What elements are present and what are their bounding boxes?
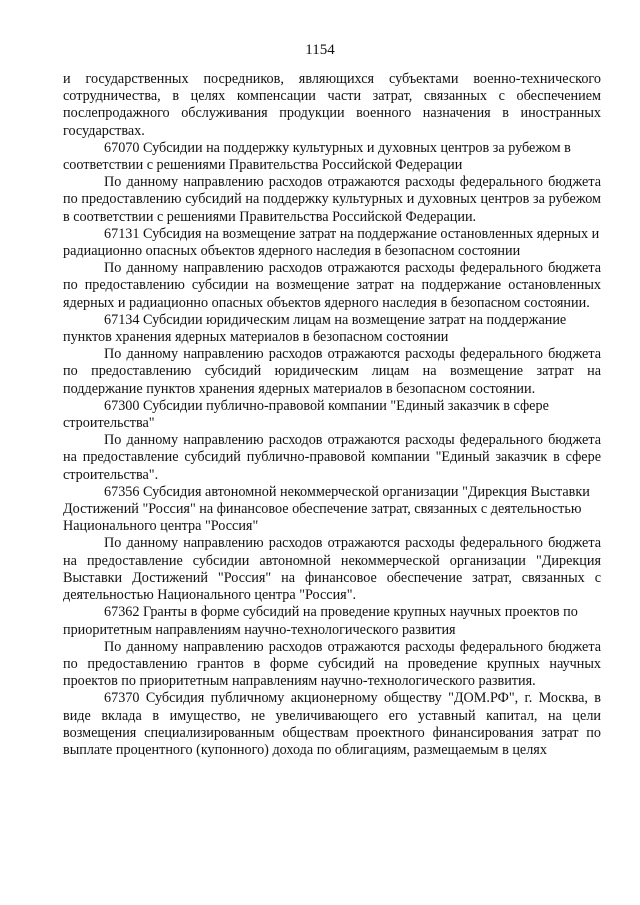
paragraph: 67370 Субсидия публичному акционерному обществу "ДОМ.РФ", г. Москва, в виде вклада в имущество, не увеличивающего его уставный капитал, на цели возмещения специализированным обществам проектного финансирования затрат по выплате процентного (купонного) дохода по облигациям, размещаемым в целях	[63, 690, 601, 758]
paragraph: 67300 Субсидии публично-правовой компании "Единый заказчик в сфере строительства"	[63, 397, 549, 432]
paragraph: По данному направлению расходов отражаются расходы федерального бюджета по предоставлению грантов в форме субсидий на проведение крупных научных проектов по приоритетным направлениям научно-технологического развития.	[63, 638, 601, 690]
paragraph: 67131 Субсидия на возмещение затрат на поддержание остановленных ядерных и радиационно опасных объектов ядерного наследия в безопасном состоянии	[63, 225, 600, 260]
paragraph: По данному направлению расходов отражаются расходы федерального бюджета на предоставление субсидии автономной некоммерческой организации "Дирекция Выставки Достижений "Россия" на финансовое обеспечение затрат, связанных с деятельностью Национального центра "Россия".	[63, 535, 601, 604]
document-body	[63, 71, 601, 759]
paragraph: 67362 Гранты в форме субсидий на проведение крупных научных проектов по приоритетным направлениям научно-технологического развития	[63, 604, 578, 638]
paragraph: По данному направлению расходов отражаются расходы федерального бюджета по предоставлению субсидий юридическим лицам на возмещение затрат на поддержание пунктов хранения ядерных материалов в безопасном состоянии.	[63, 346, 601, 397]
paragraph: По данному направлению расходов отражаются расходы федерального бюджета по предоставлению субсидии на возмещение затрат на поддержание остановленных ядерных и радиационно опасных объектов ядерного наследия в безопасном состоянии.	[63, 260, 601, 311]
paragraph: По данному направлению расходов отражаются расходы федерального бюджета по предоставлению субсидий на поддержку культурных и духовных центров за рубежом в соответствии с решениями Правительства Российской Федерации.	[63, 174, 601, 225]
paragraph: 67134 Субсидии юридическим лицам на возмещение затрат на поддержание пунктов хранения ядерных материалов в безопасном состоянии	[63, 311, 567, 346]
paragraph: 67070 Субсидии на поддержку культурных и духовных центров за рубежом в соответствии с решениями Правительства Российской Федерации	[63, 139, 571, 174]
paragraph: и государственных посредников, являющихся субъектами военно-технического сотрудничества, в целях компенсации части затрат, связанных с обеспечением послепродажного обслуживания продукции военного назначения в иностранных государствах.	[63, 71, 601, 139]
paragraph: 67356 Субсидия автономной некоммерческой организации "Дирекция Выставки Достижений "Россия" на финансовое обеспечение затрат, связанных с деятельностью Национального центра "Россия"	[63, 483, 590, 535]
page-number: 1154	[305, 42, 335, 58]
paragraph: По данному направлению расходов отражаются расходы федерального бюджета на предоставление субсидий публично-правовой компании "Единый заказчик в сфере строительства".	[63, 432, 601, 483]
